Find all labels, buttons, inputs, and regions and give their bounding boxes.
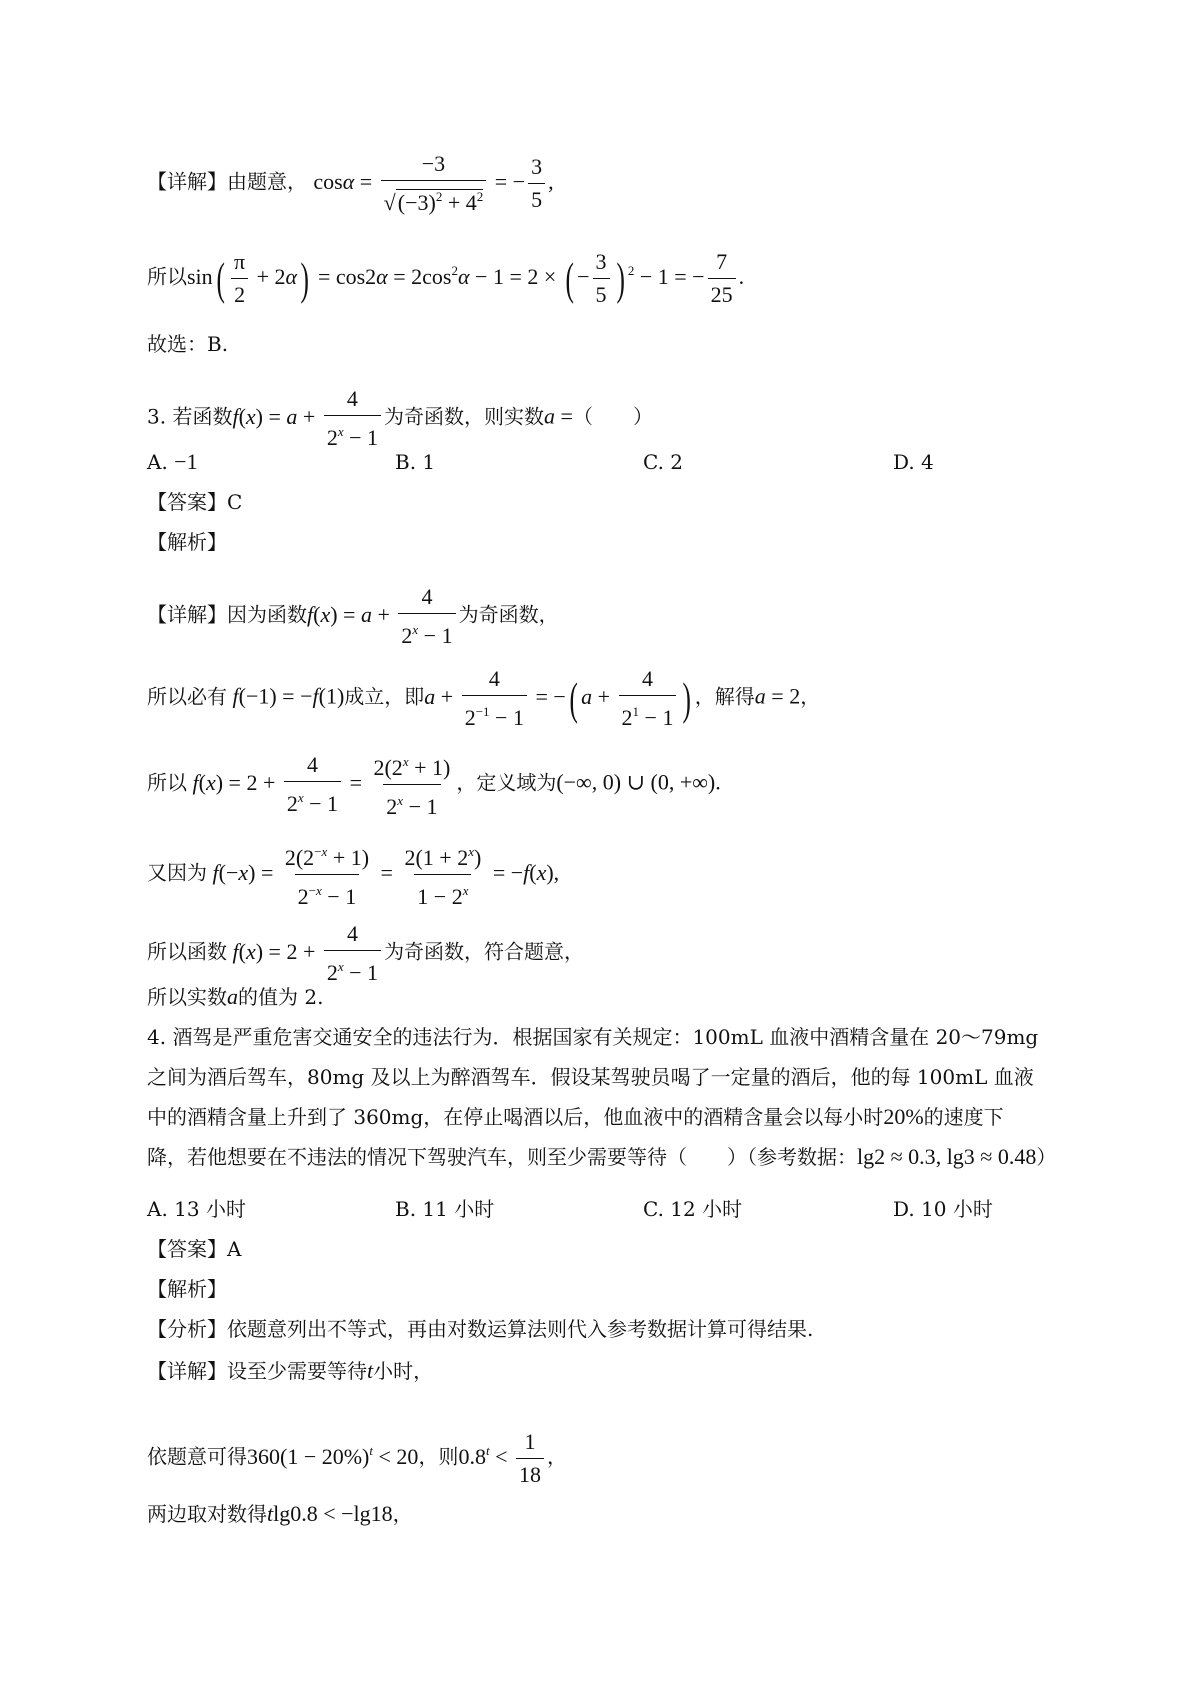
q3-l5-formula: f(x) = 2 + $\frac{4}{2^x - 1}$ bbox=[227, 939, 384, 964]
q4-analysis: 【解析】 bbox=[147, 1277, 227, 1301]
q2-line2-prefix: 所以 bbox=[147, 264, 187, 289]
q3-detail-label: 【详解】因为函数 bbox=[147, 602, 307, 627]
q3-stem-c: （ ） bbox=[572, 404, 653, 429]
q3-l2-a: 所以必有 bbox=[147, 684, 227, 709]
q4-l2-a: 依题意可得 bbox=[147, 1444, 247, 1469]
q3-option-a-value: −1 bbox=[174, 449, 198, 474]
q3-option-c: C. 2 bbox=[643, 450, 684, 474]
q4-option-a: A. 13 小时 bbox=[147, 1197, 246, 1221]
q3-stem-a-eq: a = bbox=[544, 403, 573, 429]
q4-stem-line4: 降，若他想要在不违法的情况下驾驶汽车，则至少需要等待（ ）（参考数据：lg2 ≈ 0.3, lg3 ≈ 0.48） bbox=[147, 1144, 1057, 1169]
q3-l2-formula1: f(−1) = −f(1) bbox=[232, 683, 345, 709]
q3-option-d: D. 4 bbox=[893, 450, 934, 474]
q3-detail-line3 bbox=[147, 748, 721, 821]
q3-l5-a: 所以函数 bbox=[147, 939, 227, 964]
q3-detail-line4 bbox=[147, 838, 559, 911]
q4-analysis-text: 【分析】依题意列出不等式，再由对数运算法则代入参考数据计算可得结果. bbox=[147, 1317, 814, 1341]
q3-domain: (−∞, 0) ∪ (0, +∞). bbox=[556, 769, 721, 795]
q3-l2-result: a = 2 bbox=[754, 683, 801, 709]
q3-function: f(x) = a + $\frac{4}{2^x - 1}$ bbox=[232, 404, 384, 429]
q3-l5-b: 为奇函数，符合题意， bbox=[384, 939, 585, 964]
q4-l3-b: ， bbox=[392, 1502, 413, 1526]
q3-option-a bbox=[147, 448, 198, 476]
q4-l2-b: ，则 bbox=[418, 1444, 459, 1469]
q4-option-b: B. 11 小时 bbox=[395, 1197, 495, 1221]
q4-ref-lg2: lg2 ≈ 0.3 bbox=[857, 1144, 936, 1169]
q4-ref-lg3: lg3 ≈ 0.48 bbox=[946, 1144, 1037, 1169]
q3-stem-a: 若函数 bbox=[172, 404, 233, 429]
q4-stem-line2: 之间为酒后驾车，80mg 及以上为醉酒驾车．假设某驾驶员喝了一定量的酒后，他的每 100mL 血液 bbox=[147, 1065, 1034, 1089]
q4-var-t: t bbox=[367, 1358, 374, 1383]
q3-l4-formula: f(−x) = $\frac{2(2^{-x} + 1)}{2^{-x} - 1}$ = $\frac{2(1 + 2^x)}{1 - 2^x}$ = −f(x), bbox=[212, 844, 560, 909]
q4-detail-line1 bbox=[147, 1357, 433, 1385]
q4-l2-c: ， bbox=[546, 1444, 567, 1469]
q2-detail-label: 【详解】由题意， bbox=[147, 169, 307, 194]
q4-detail-line3 bbox=[147, 1500, 413, 1528]
q4-ref-close: ） bbox=[1036, 1145, 1057, 1169]
q4-detail-line2 bbox=[147, 1428, 567, 1489]
q3-l2-formula2: a + $\frac{4}{2^{-1} - 1}$ = −( a + $\frac{4}{2^1 - 1}$ ) bbox=[424, 666, 692, 730]
q4-stem-line1: 4. 酒驾是严重危害交通安全的违法行为．根据国家有关规定：100mL 血液中酒精含量在 20～79mg bbox=[147, 1025, 1039, 1049]
q3-l3-a: 所以 bbox=[147, 770, 187, 795]
q3-l2-d: ， bbox=[800, 684, 821, 709]
q4-detail-b: 小时， bbox=[373, 1359, 434, 1383]
q4-inequality2: $0.8^t$ < $\frac{1}{18}$ bbox=[458, 1444, 547, 1469]
q3-l6-var: a bbox=[227, 984, 238, 1009]
q4-inequality: $360(1 - 20\%)^t < 20$ bbox=[247, 1442, 419, 1469]
q4-stem-line4-text: 降，若他想要在不违法的情况下驾驶汽车，则至少需要等待（ ）（参考数据： bbox=[147, 1145, 857, 1169]
q4-percent: 20% bbox=[883, 1104, 924, 1129]
q4-log-inequality: tlg0.8 < −lg18 bbox=[267, 1501, 393, 1526]
q3-l6-a: 所以实数 bbox=[147, 985, 227, 1009]
q3-detail-function: f(x) = a + $\frac{4}{2^x - 1}$ bbox=[307, 602, 459, 627]
q2-detail-line bbox=[147, 150, 554, 217]
q2-cos-formula: cosα = $\frac{-3}{√(-3)^2 + 4^2}$ = − $\frac{3}{5}$ , bbox=[313, 151, 554, 215]
q3-answer: 【答案】C bbox=[147, 490, 243, 514]
q4-option-c: C. 12 小时 bbox=[643, 1197, 743, 1221]
q2-sin-formula: sin( $\frac{\pi}{2}$ + $2\alpha) = \cos 2\alpha = 2\cos^2\alpha - 1 = 2$ × ( − $\frac{3}{5}$ ) $^2$ − 1 = − $\frac{7}{25}$ . bbox=[187, 249, 745, 307]
q3-l6-b: 的值为 2. bbox=[238, 985, 324, 1009]
q4-stem-line3 bbox=[147, 1103, 1004, 1131]
q4-stem-line3-text: 中的酒精含量上升到了 360mg，在停止喝酒以后，他血液中的酒精含量会以每小时 bbox=[147, 1105, 884, 1129]
q3-detail-line5 bbox=[147, 920, 584, 987]
q3-l2-b: 成立，即 bbox=[344, 684, 425, 709]
q4-detail-a: 【详解】设至少需要等待 bbox=[147, 1359, 367, 1383]
q3-detail-line2 bbox=[147, 665, 820, 732]
q3-detail-tail: 为奇函数， bbox=[458, 602, 559, 627]
q2-choose: 故选：B. bbox=[147, 332, 229, 356]
q3-number: 3. bbox=[147, 404, 167, 429]
q3-option-a-label: A. bbox=[147, 450, 168, 474]
q4-l3-a: 两边取对数得 bbox=[147, 1502, 267, 1526]
q4-option-d: D. 10 小时 bbox=[893, 1197, 993, 1221]
q2-sin-line bbox=[147, 248, 744, 309]
q4-answer: 【答案】A bbox=[147, 1237, 242, 1261]
q3-l3-formula: f(x) = 2 + $\frac{4}{2^x - 1}$ = $\frac{2(2^x + 1)}{2^x - 1}$ bbox=[192, 752, 451, 819]
q3-l3-b: ，定义域为 bbox=[456, 770, 557, 795]
q4-percent-tail: 的速度下 bbox=[923, 1105, 1004, 1129]
q3-l4-a: 又因为 bbox=[147, 860, 207, 885]
q3-option-b: B. 1 bbox=[395, 450, 436, 474]
q3-analysis: 【解析】 bbox=[147, 530, 227, 554]
q3-stem bbox=[147, 385, 653, 452]
q3-stem-b: 为奇函数，则实数 bbox=[384, 404, 545, 429]
q3-l2-c: ，解得 bbox=[694, 684, 755, 709]
q3-detail-line6 bbox=[147, 983, 323, 1011]
q3-detail-line1 bbox=[147, 583, 559, 650]
